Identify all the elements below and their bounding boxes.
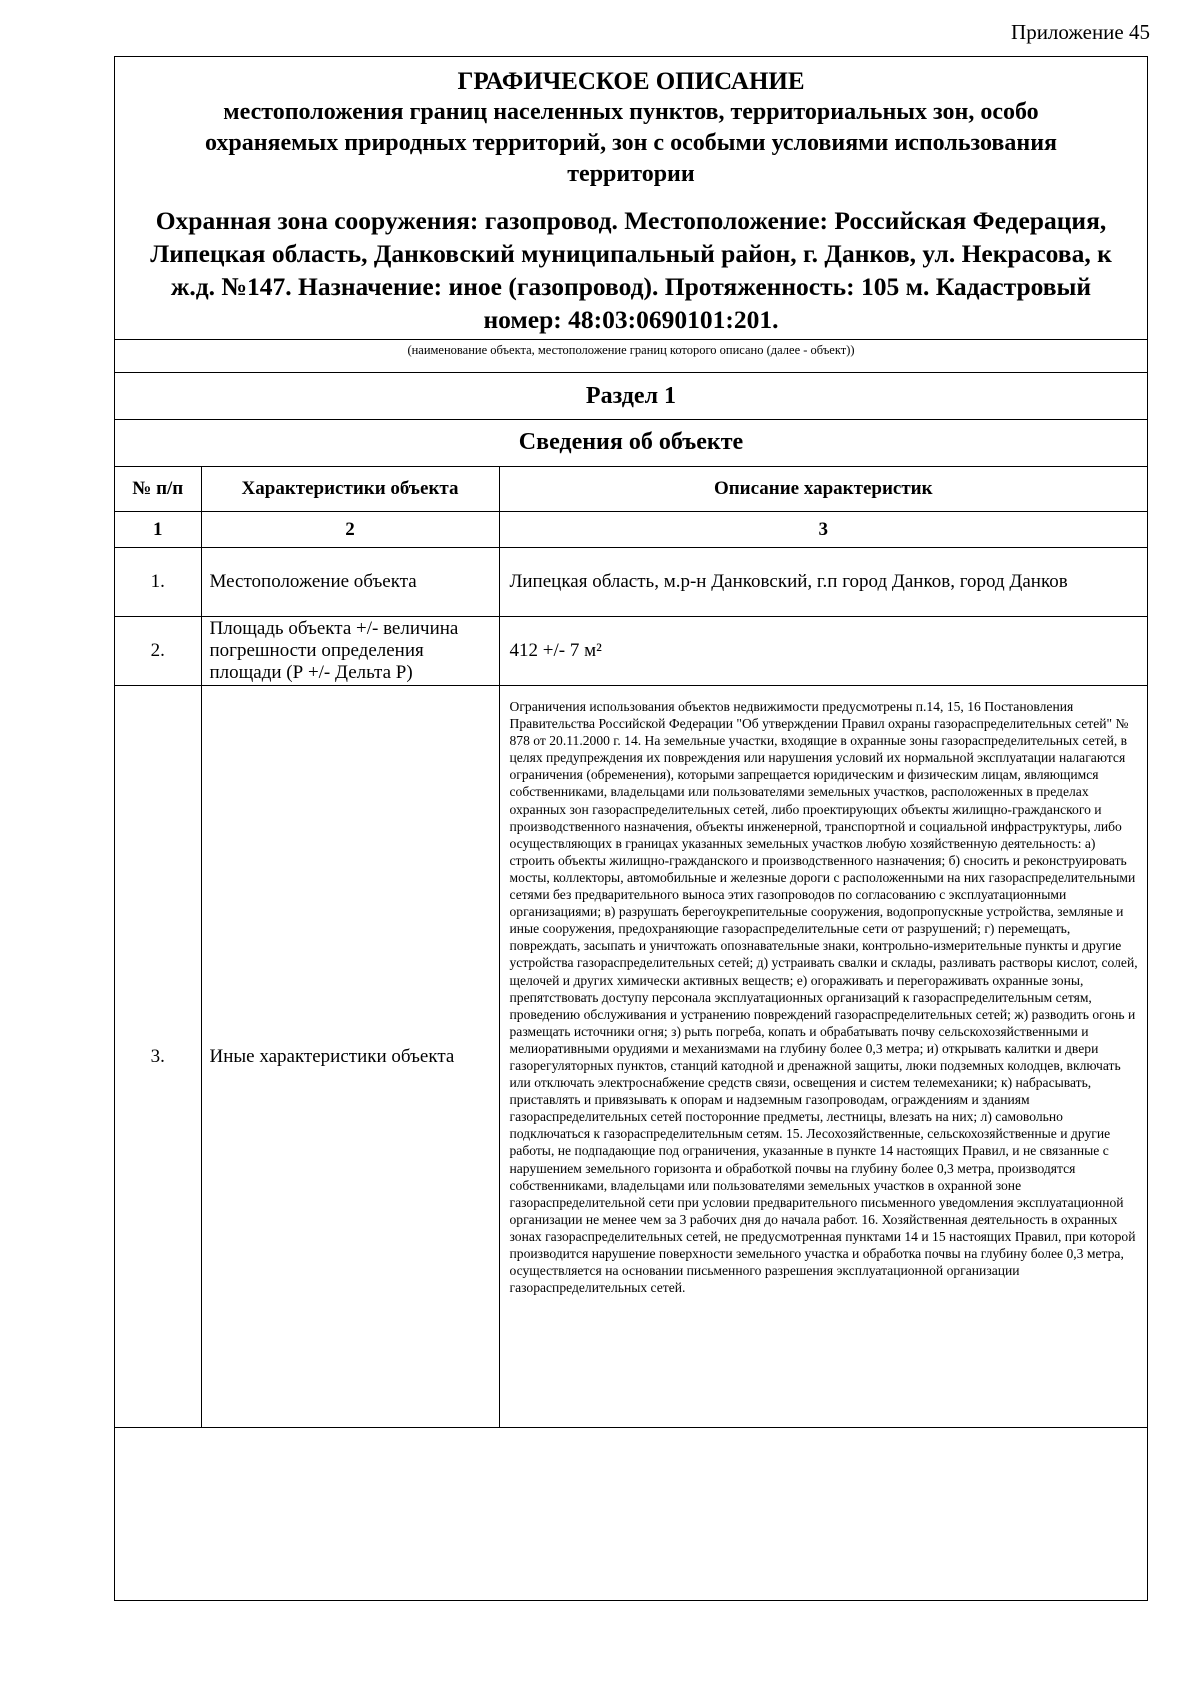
- column-number: 3: [499, 512, 1147, 548]
- column-header: Характеристики объекта: [201, 467, 499, 512]
- column-number: 1: [115, 512, 201, 548]
- appendix-label: Приложение 45: [1011, 20, 1150, 44]
- table-row: [115, 686, 1147, 1428]
- document-subtitle: местоположения границ населенных пунктов, территориальных зон, особо охраняемых природных территорий, зон с особыми условиями использования территории: [204, 99, 1058, 187]
- divider: [115, 419, 1147, 420]
- row-number: 2.: [115, 617, 201, 686]
- column-header: Описание характеристик: [499, 467, 1147, 512]
- column-number: 2: [201, 512, 499, 548]
- row-description: Ограничения использования объектов недвижимости предусмотрены п.14, 15, 16 Постановления Правительства Российской Федерации "Об утверждении Правил охраны газораспределительных сетей" № 878 от 20.11.2000 г. 14. На земельные участки, входящие в охранные зоны газораспределительных сетей, в целях предупреждения их повреждения или нарушения условий их нормальной эксплуатации налагаются ограничения (обременения), которыми запрещается юридическим и физическим лицам, являющимся собственниками, владельцами или пользователями земельных участков, расположенных в пределах охранных зон газораспределительных сетей, либо проектирующих объекты жилищно-гражданского и производственного назначения, объекты инженерной, транспортной и социальной инфраструктуры, либо осуществляющих в границах указанных земельных участков любую хозяйственную деятельность: а) строить объекты жилищно-гражданского и производственного назначения; б) сносить и реконструировать мосты, коллекторы, автомобильные и железные дороги с расположенными на них газораспределительными сетями без предварительного выноса этих газопроводов по согласованию с эксплуатационными организациями; в) разрушать берегоукрепительные сооружения, водопропускные устройства, земляные и иные сооружения, предохраняющие газораспределительные сети от разрушений; г) перемещать, повреждать, засыпать и уничтожать опознавательные знаки, контрольно-измерительные пункты и другие устройства газораспределительных сетей; д) устраивать свалки и склады, разливать растворы кислот, солей, щелочей и других химически активных веществ; е) огораживать и перегораживать охранные зоны, препятствовать доступу персонала эксплуатационных организаций к газораспределительным сетям, проведению обслуживания и устранению повреждений газораспределительных сетей; ж) разводить огонь и размещать источники огня; з) рыть погреба, копать и обрабатывать почву сельскохозяйственными и мелиоративными орудиями и механизмами на глубину более 0,3 метра; и) открывать калитки и двери газорегуляторных пунктов, станций катодной и дренажной защиты, люки подземных колодцев, включать или отключать электроснабжение средств связи, освещения и систем телемеханики; к) набрасывать, приставлять и привязывать к опорам и надземным газопроводам, ограждениям и зданиям газораспределительных сетей посторонние предметы, лестницы, влезать на них; л) самовольно подключаться к газораспределительным сетям. 15. Лесохозяйственные, сельскохозяйственные и другие работы, не подпадающие под ограничения, указанные в пункте 14 настоящих Правил, и не связанные с нарушением земельного горизонта и обработкой почвы на глубину более 0,3 метра, производятся собственниками, владельцами или пользователями земельных участков в охранной зоне газораспределительной сети при условии предварительного письменного уведомления эксплуатационной организации не менее чем за 3 рабочих дня до начала работ. 16. Хозяйственная деятельность в охранных зонах газораспределительных сетей, не предусмотренная пунктами 14 и 15 настоящих Правил, при которой производится нарушение поверхности земельного участка и обработка почвы на глубину более 0,3 метра, осуществляется на основании письменного разрешения эксплуатационной организации газораспределительных сетей.: [499, 686, 1147, 1428]
- table-header-row: [115, 467, 1147, 512]
- divider: [115, 339, 1147, 340]
- table-row: [115, 617, 1147, 686]
- document-title: ГРАФИЧЕСКОЕ ОПИСАНИЕ: [457, 68, 805, 95]
- document-header: [115, 57, 1147, 341]
- document-frame: [114, 56, 1148, 1601]
- row-description: Липецкая область, м.р-н Данковский, г.п город Данков, город Данков: [499, 548, 1147, 617]
- column-number-row: [115, 512, 1147, 548]
- row-characteristic: Иные характеристики объекта: [201, 686, 499, 1428]
- table-row: [115, 548, 1147, 617]
- row-characteristic: Площадь объекта +/- величина погрешности определения площади (Р +/- Дельта Р): [201, 617, 499, 686]
- row-characteristic: Местоположение объекта: [201, 548, 499, 617]
- row-description: 412 +/- 7 м²: [499, 617, 1147, 686]
- row-number: 1.: [115, 548, 201, 617]
- object-info-table: [115, 466, 1147, 1428]
- section-title: Раздел 1: [585, 383, 677, 409]
- row-number: 3.: [115, 686, 201, 1428]
- column-header: № п/п: [115, 467, 201, 512]
- section-subtitle: Сведения об объекте: [518, 429, 744, 455]
- object-description: Охранная зона сооружения: газопровод. Местоположение: Российская Федерация, Липецкая область, Данковский муниципальный район, г. Данков, ул. Некрасова, к ж.д. №147. Назначение: иное (газопровод). Протяженность: 105 м. Кадастровый номер: 48:03:0690101:201.: [150, 206, 1112, 334]
- divider: [115, 372, 1147, 373]
- object-caption: (наименование объекта, местоположение границ которого описано (далее - объект)): [407, 343, 855, 357]
